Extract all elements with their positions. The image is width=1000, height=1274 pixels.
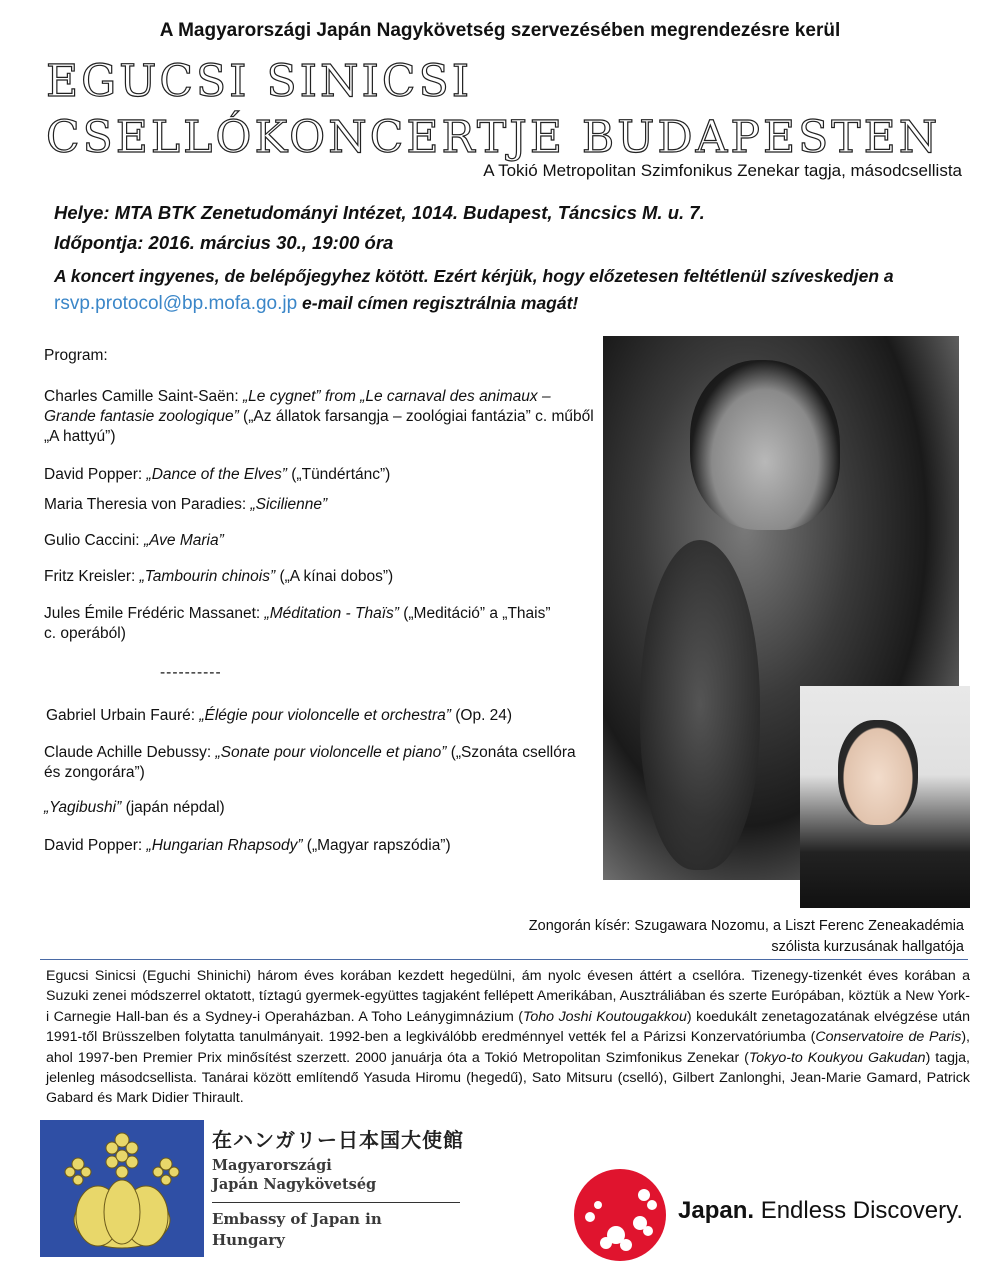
japan-sakura-logo	[570, 1165, 670, 1265]
bio-text: ), ahol 1997-ben Premier Prix minősítést szerzett. 2000 januárja óta a Tokió Metropolitan Szimfonikus Zenekar (	[46, 1029, 970, 1066]
cello-shape	[640, 540, 760, 870]
biography	[46, 966, 970, 1109]
program-item: Gabriel Urbain Fauré: „Élégie pour violoncelle et orchestra” (Op. 24)	[46, 707, 513, 724]
slogan-bold: Japan.	[678, 1197, 755, 1224]
program-item: Fritz Kreisler: „Tambourin chinois” („A kínai dobos”)	[44, 568, 394, 585]
program-item: Maria Theresia von Paradies: „Sicilienne”	[44, 496, 328, 513]
program-separator: ----------	[160, 664, 222, 681]
embassy-divider	[212, 1202, 460, 1203]
embassy-en-line2: Hungary	[212, 1231, 285, 1249]
registration-note-line2	[54, 293, 578, 315]
program-item: Claude Achille Debussy: „Sonate pour violoncelle et piano” („Szonáta csellóra és zongorára”)	[44, 744, 576, 781]
bio-italic-term: Tokyo-to Koukyou Gakudan	[748, 1049, 926, 1066]
program-item: David Popper: „Hungarian Rhapsody” („Magyar rapszódia”)	[44, 837, 451, 854]
program-item: Jules Émile Frédéric Massanet: „Méditation - Thaïs” („Meditáció” a „Thais” c. operából)	[44, 605, 551, 642]
bio-italic-term: Conservatoire de Paris	[815, 1029, 962, 1046]
rsvp-email-link[interactable]: rsvp.protocol@bp.mofa.go.jp	[54, 293, 298, 314]
page-title-line1: EGUCSI SINICSI	[46, 56, 473, 107]
bio-text: ) koedukált zenetagozatának elvégzése után 1991-től Brüsszelben folytatta tanulmányait. 1992-ben a legkiválóbb eredménnyel vették fel a Párizsi Konzervatóriumba (	[46, 1008, 970, 1046]
bio-text: ) tagja, jelenleg másodcsellista. Tanárai között említendő Yasuda Hiromu (hegedű), Sato Mitsuru (cselló), Gilbert Zanlonghi, Jean-Marie Gamard, Patrick Gabard és Mark Didier Thirault.	[46, 1049, 970, 1107]
accompanist-caption	[529, 916, 964, 958]
cellist-head	[690, 360, 840, 530]
bio-italic-term: Toho Joshi Koutougakkou	[523, 1008, 687, 1025]
japan-slogan	[678, 1197, 963, 1225]
time-info: Időpontja: 2016. március 30., 19:00 óra	[54, 232, 394, 253]
embassy-hu-line1: Magyarországi	[212, 1157, 332, 1174]
embassy-hu-line2: Japán Nagykövetség	[212, 1176, 377, 1193]
program-item: Gulio Caccini: „Ave Maria”	[44, 532, 224, 549]
program-item: David Popper: „Dance of the Elves” („Tündértánc”)	[44, 466, 391, 483]
caption-line1: Zongorán kísér: Szugawara Nozomu, a Liszt Ferenc Zeneakadémia	[528, 918, 964, 934]
program-item: „Yagibushi” (japán népdal)	[44, 799, 225, 816]
embassy-name-japanese: 在ハンガリー日本国大使館	[212, 1128, 464, 1152]
performer-subtitle: A Tokió Metropolitan Szimfonikus Zenekar tagja, másodcsellista	[483, 161, 962, 180]
slogan-rest: Endless Discovery.	[754, 1197, 963, 1224]
registration-note-tail: e-mail címen regisztrálnia magát!	[297, 293, 579, 313]
pianist-face	[838, 720, 918, 825]
bio-text: Egucsi Sinicsi (Eguchi Shinichi) három éves korában kezdett hegedülni, ám nyolc évesen áttért a csellóra. Tizenegy-tizenkét éves korában a Suzuki zenei módszerrel oktatott, tíztagú gyermek-együttes tagjaként fellépett Amerikában, Ausztráliában és szerte Európában, köztük a New York-i Carnegie Hall-ban és a Sydney-i Operaházban. A Toho Leánygimnázium (	[46, 968, 970, 1025]
divider	[40, 959, 968, 960]
intro-line: A Magyarországi Japán Nagykövetség szervezésében megrendezésre kerül	[159, 20, 841, 41]
caption-line2: szólista kurzusának hallgatója	[771, 939, 964, 955]
paulownia-emblem	[40, 1120, 204, 1257]
embassy-name-english	[212, 1209, 382, 1251]
program-item: Charles Camille Saint-Saën: „Le cygnet” from „Le carnaval des animaux – Grande fantasie zoologique” („Az állatok farsangja – zoológiai fantázia” c. műből „A hattyú”)	[44, 388, 594, 445]
program-heading: Program:	[44, 347, 108, 364]
embassy-name-hungarian	[212, 1156, 376, 1194]
venue-info: Helye: MTA BTK Zenetudományi Intézet, 1014. Budapest, Táncsics M. u. 7.	[54, 202, 705, 223]
page-title-line2: CSELLÓKONCERTJE BUDAPESTEN	[46, 112, 941, 163]
registration-note: A koncert ingyenes, de belépőjegyhez kötött. Ezért kérjük, hogy előzetesen feltétlenül szíveskedjen a	[54, 266, 894, 286]
embassy-en-line1: Embassy of Japan in	[212, 1210, 382, 1228]
